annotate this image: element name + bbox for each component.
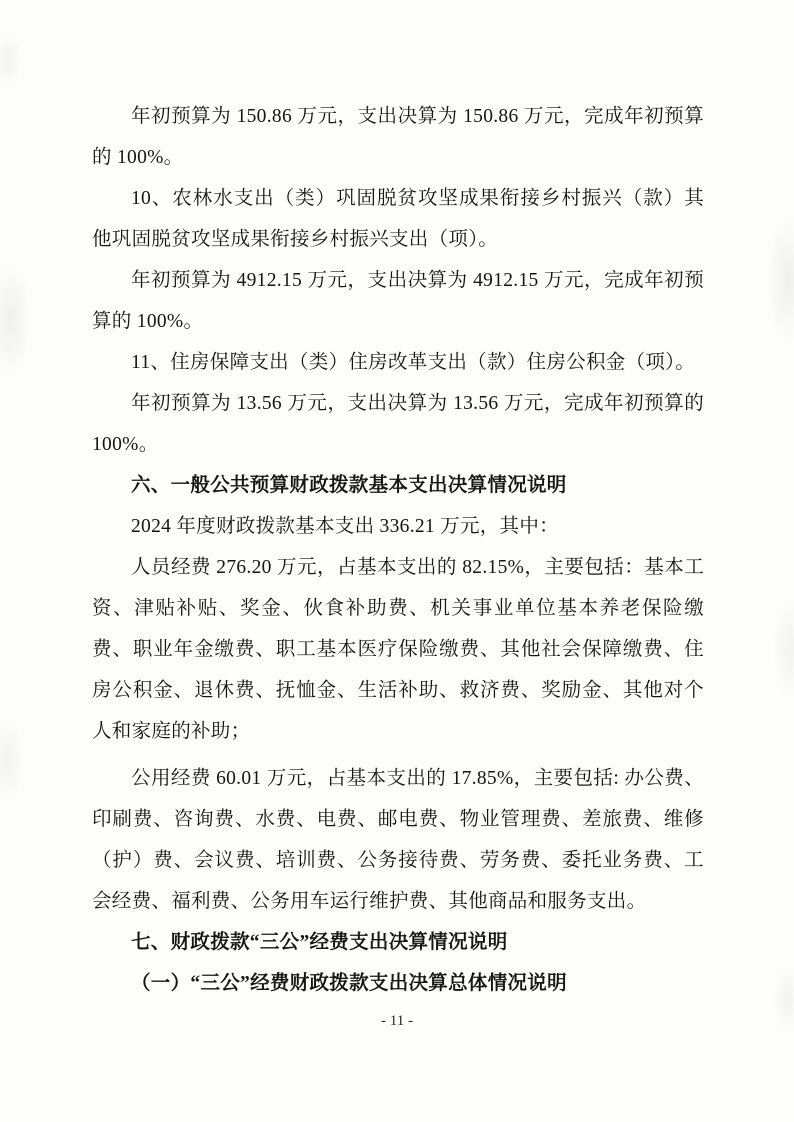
section-heading-7-three-public-funds: 七、财政拨款“三公”经费支出决算情况说明 (131, 932, 508, 953)
scan-artifact-left (0, 0, 40, 1122)
para-budget-4912-15: 年初预算为 4912.15 万元，支出决算为 4912.15 万元，完成年初预算的 100%。 (92, 270, 704, 332)
para-2024-basic-expenditure: 2024 年度财政拨款基本支出 336.21 万元，其中： (131, 516, 559, 537)
scan-artifact-right (748, 0, 794, 1122)
para-public-funds: 公用经费 60.01 万元，占基本支出的 17.85%，主要包括: 办公费、印刷费、咨询费、水费、电费、邮电费、物业管理费、差旅费、维修（护）费、会议费、培训费、公务接待费、劳务费、委托业务费、工会经费、福利费、公务用车运行维护费、其他商品和服务支出。 (92, 768, 704, 912)
section-heading-6-basic-expenditure: 六、一般公共预算财政拨款基本支出决算情况说明 (131, 475, 567, 496)
para-budget-13-56: 年初预算为 13.56 万元，支出决算为 13.56 万元，完成年初预算的 100%。 (92, 393, 704, 455)
subsection-heading-1-overall: （一）“三公”经费财政拨款支出决算总体情况说明 (131, 973, 567, 994)
para-item-11-housing: 11、住房保障支出（类）住房改革支出（款）住房公积金（项）。 (131, 352, 696, 373)
document-body (92, 96, 704, 1004)
para-personnel-funds: 人员经费 276.20 万元，占基本支出的 82.15%，主要包括：基本工资、津贴补贴、奖金、伙食补助费、机关事业单位基本养老保险缴费、职业年金缴费、职工基本医疗保险缴费、其他社会保障缴费、住房公积金、退休费、抚恤金、生活补助、救济费、奖励金、其他对个人和家庭的补助； (92, 557, 704, 742)
para-budget-150-86: 年初预算为 150.86 万元，支出决算为 150.86 万元，完成年初预算的 100%。 (92, 106, 704, 168)
para-item-10-agriculture: 10、农林水支出（类）巩固脱贫攻坚成果衔接乡村振兴（款）其他巩固脱贫攻坚成果衔接乡村振兴支出（项）。 (92, 188, 704, 250)
page-number: - 11 - (381, 1013, 413, 1029)
